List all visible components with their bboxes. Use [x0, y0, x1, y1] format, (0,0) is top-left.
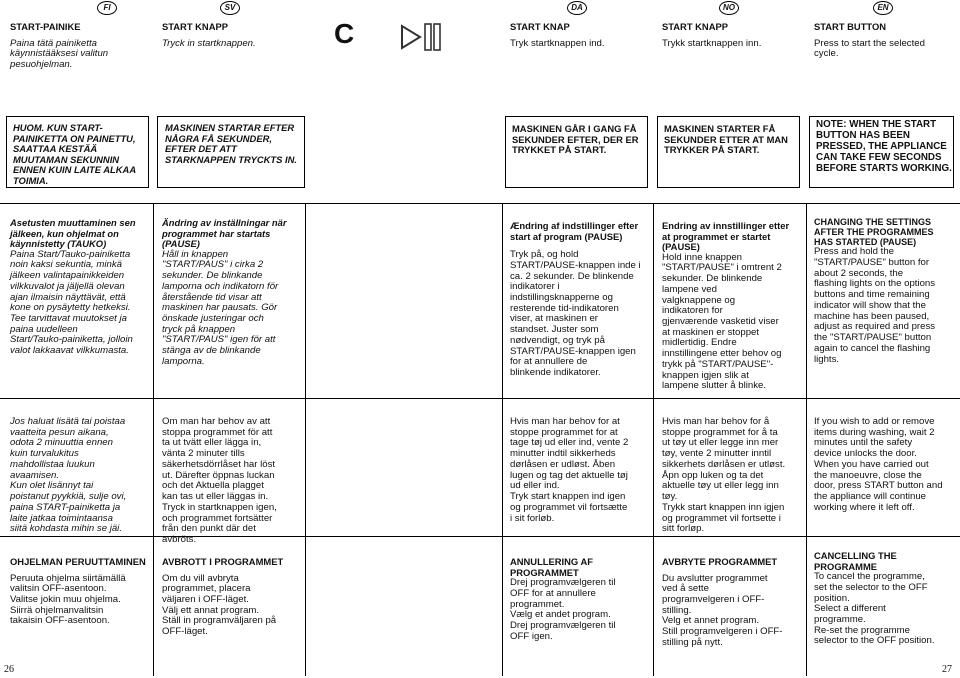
divider-vertical-sv [305, 203, 306, 676]
start-da [510, 22, 650, 49]
start-text-da: Tryk startknappen ind. [510, 37, 605, 49]
pause-text-sv: Håll in knappen "START/PAUS" i cirka 2 sekunder. De blinkande lamporna och indikatorn för återstående tid visar att maskinen har pausats. Gör önskade justeringar och tryck på knappen "START/PAUS" igen för att stänga av de blinkande lamporna. [162, 248, 279, 367]
add-text-fi: Jos haluat lisätä tai poistaa vaatteita pesun aikana, odota 2 minuuttia ennen kuin turvalukitus mahdollistaa luukun avaamisen. Kun olet lisännyt tai poistanut pyykkiä, sulje ovi, paina START-painiketta ja laite jatkaa toimintaansa siitä kohdasta mihin se jäi. [10, 416, 127, 535]
add-sv [162, 417, 304, 546]
pause-title-no: Endring av innstillinger etter at programmet er startet (PAUSE) [662, 220, 790, 253]
cancel-text-sv: Om du vill avbryta programmet, placera väljaren i OFF-läget. Välj ett annat program. Ställ in programväljaren på OFF-läget. [162, 572, 277, 638]
cancel-title-fi: OHJELMAN PERUUTTAMINEN [10, 556, 146, 567]
note-text-da: MASKINEN GÅR I GANG FÅ SEKUNDER EFTER, DER ER TRYKKET PÅ START. [512, 123, 639, 156]
pause-sv [162, 218, 304, 368]
add-en [814, 417, 956, 514]
start-title-en: START BUTTON [814, 21, 887, 32]
pause-text-no: Hold inne knappen "START/PAUSE" i omtrent 2 sekunder. De blinkende lampene ved valgknappene og indikatoren for gjenværende vasketid viser at maskinen er stoppet midlertidig. Endre innstillingene etter behov og trykk på "START/PAUSE"- knappen igjen slik at lampene slutter å blinke. [662, 251, 782, 392]
pause-en [814, 217, 956, 365]
start-en [814, 22, 954, 60]
note-box-fi [6, 116, 149, 188]
add-fi [10, 417, 152, 535]
cancel-title-no: AVBRYTE PROGRAMMET [662, 556, 778, 567]
pause-text-da: Tryk på, og hold START/PAUSE-knappen inde i ca. 2 sekunder. De blinkende indikatorer i indstillingsknapperne og resterende tid-indikatoren viser, at maskinen er standset. Juster som nødvendigt, og tryk på START/PAUSE-knappen igen for at annullere de blinkende indikatorer. [510, 249, 641, 379]
cancel-title-da: ANNULLERING AF PROGRAMMET [510, 556, 593, 578]
cancel-no [662, 557, 804, 649]
page-number-right: 27 [942, 664, 952, 675]
start-title-fi: START-PAINIKE [10, 21, 81, 32]
divider-vertical-fi [153, 203, 154, 676]
lang-badge-da: DA [567, 1, 587, 15]
pause-no [662, 221, 804, 392]
divider-top [0, 203, 960, 204]
start-pause-icon [400, 20, 444, 52]
add-text-da: Hvis man har behov for at stoppe programmet for at tage tøj ud eller ind, vente 2 minutter indtil sikkerheds dørlåsen er udløst. Åben lugen og tag det aktuelle tøj ud eller ind. Tryk start knappen ind igen og programmet vil fortsætte i sit forløb. [510, 416, 629, 524]
cancel-text-da: Drej programvælgeren til OFF for at annullere programmet. Vælg et andet program. Drej programvælgeren til OFF igen. [510, 577, 616, 642]
start-text-fi: Paina tätä painiketta käynnistääksesi valitun pesuohjelman. [10, 37, 109, 70]
cancel-text-fi: Peruuta ohjelma siirtämällä valitsin OFF-asentoon. Valitse jokin muu ohjelma. Siirrä ohjelmanvalitsin takaisin OFF-asentoon. [10, 572, 126, 627]
lang-badge-no: NO [719, 1, 739, 15]
cancel-sv [162, 557, 304, 638]
add-no [662, 417, 804, 535]
start-text-en: Press to start the selected cycle. [814, 37, 925, 60]
add-da [510, 417, 652, 524]
pause-da [510, 221, 652, 379]
start-text-no: Trykk startknappen inn. [662, 37, 762, 49]
divider-vertical-da [502, 203, 503, 676]
add-text-en: If you wish to add or remove items during washing, wait 2 minutes until the safety device unlocks the door. When you have carried out the manoeuvre, close the door, press START button and the appliance will continue working where it left off. [814, 416, 943, 513]
section-letter: C [334, 18, 355, 49]
add-text-sv: Om man har behov av att stoppa programmet för att ta ut tvätt eller lägga in, vänta 2 minuter tills säkerhetsdörrlåset har löst ut. Därefter öppnas luckan och det Aktuella plagget kan tas ut eller läggas in. Tryck in startknappen igen, och programmet fortsätter från den punkt där det avbröts. [162, 416, 277, 546]
start-sv [162, 22, 302, 49]
note-box-sv [157, 116, 305, 188]
note-text-no: MASKINEN STARTER FÅ SEKUNDER ETTER AT MAN TRYKKER PÅ START. [664, 123, 788, 156]
start-title-sv: START KNAPP [162, 21, 228, 32]
lang-badge-fi: FI [97, 1, 117, 15]
divider-vertical-no [653, 203, 654, 676]
pause-title-fi: Asetusten muuttaminen sen jälkeen, kun ohjelmat on käynnistetty (TAUKO) [10, 217, 136, 250]
divider-bottom [0, 536, 960, 537]
start-text-sv: Tryck in startknappen. [162, 37, 256, 49]
pause-title-da: Ændring af indstillinger efter start af program (PAUSE) [510, 220, 639, 242]
pause-title-sv: Ändring av inställningar när programmet har startats (PAUSE) [162, 217, 287, 250]
note-box-en [809, 116, 954, 188]
page-number-left: 26 [4, 664, 14, 675]
pause-text-en: Press and hold the "START/PAUSE" button for about 2 seconds, the flashing lights on the options buttons and time remaining indicator will show that the machine has been paused, adjust as required and press the "START/PAUSE" button again to cancel the flashing lights. [814, 246, 936, 365]
cancel-title-en: CANCELLING THE PROGRAMME [814, 550, 897, 572]
note-box-no [657, 116, 800, 188]
start-title-no: START KNAPP [662, 21, 728, 32]
divider-middle [0, 398, 960, 399]
cancel-en [814, 551, 956, 647]
lang-badge-en: EN [873, 1, 893, 15]
cancel-fi [10, 557, 152, 627]
cancel-text-en: To cancel the programme, set the selector to the OFF position. Select a different programme. Re-set the programme selector to the OFF position. [814, 571, 935, 647]
start-fi [10, 22, 150, 71]
cancel-da [510, 557, 652, 642]
note-text-sv: MASKINEN STARTAR EFTER NÅGRA FÅ SEKUNDER, EFTER DET ATT STARKNAPPEN TRYCKTS IN. [165, 122, 297, 165]
note-box-da [505, 116, 648, 188]
cancel-title-sv: AVBROTT I PROGRAMMET [162, 556, 284, 567]
note-text-en: NOTE: WHEN THE START BUTTON HAS BEEN PRESSED, THE APPLIANCE CAN TAKE FEW SECONDS BEFORE STARTS WORKING. [816, 119, 952, 174]
divider-vertical-en [806, 203, 807, 676]
add-text-no: Hvis man har behov for å stoppe programmet for å ta ut tøy ut eller legge inn mer tøy, vente 2 minutter inntil sikkerhets dørlåsen er utløst. Åpn opp luken og ta det aktuelle tøy ut eller legg inn tøy. Trykk start knappen inn igjen og programmet vil fortsette i sitt forløp. [662, 416, 786, 535]
pause-title-en: CHANGING THE SETTINGS AFTER THE PROGRAMMES HAS STARTED (PAUSE) [814, 217, 934, 248]
start-title-da: START KNAP [510, 21, 570, 32]
start-no [662, 22, 802, 49]
lang-badge-sv: SV [220, 1, 240, 15]
cancel-text-no: Du avslutter programmet ved å sette programvelgeren i OFF- stilling. Velg et annet program. Still programvelgeren i OFF- stilling på nytt. [662, 572, 783, 648]
note-text-fi: HUOM. KUN START- PAINIKETTA ON PAINETTU, SAATTAA KESTÄÄ MUUTAMAN SEKUNNIN ENNEN KUIN LAITE ALKAA TOIMIA. [13, 122, 136, 186]
pause-text-fi: Paina Start/Tauko-painiketta noin kaksi sekuntia, minkä jälkeen valintapainikkeiden vilkkuvalot ja jäljellä olevan ajan ilmaisin näyttävät, että kone on pysäytetty hetkeksi. Tee tarvittavat muutokset ja paina uudelleen Start/Tauko-painiketta, jolloin valot lakkaavat vilkkumasta. [10, 248, 133, 357]
pause-fi [10, 218, 152, 357]
